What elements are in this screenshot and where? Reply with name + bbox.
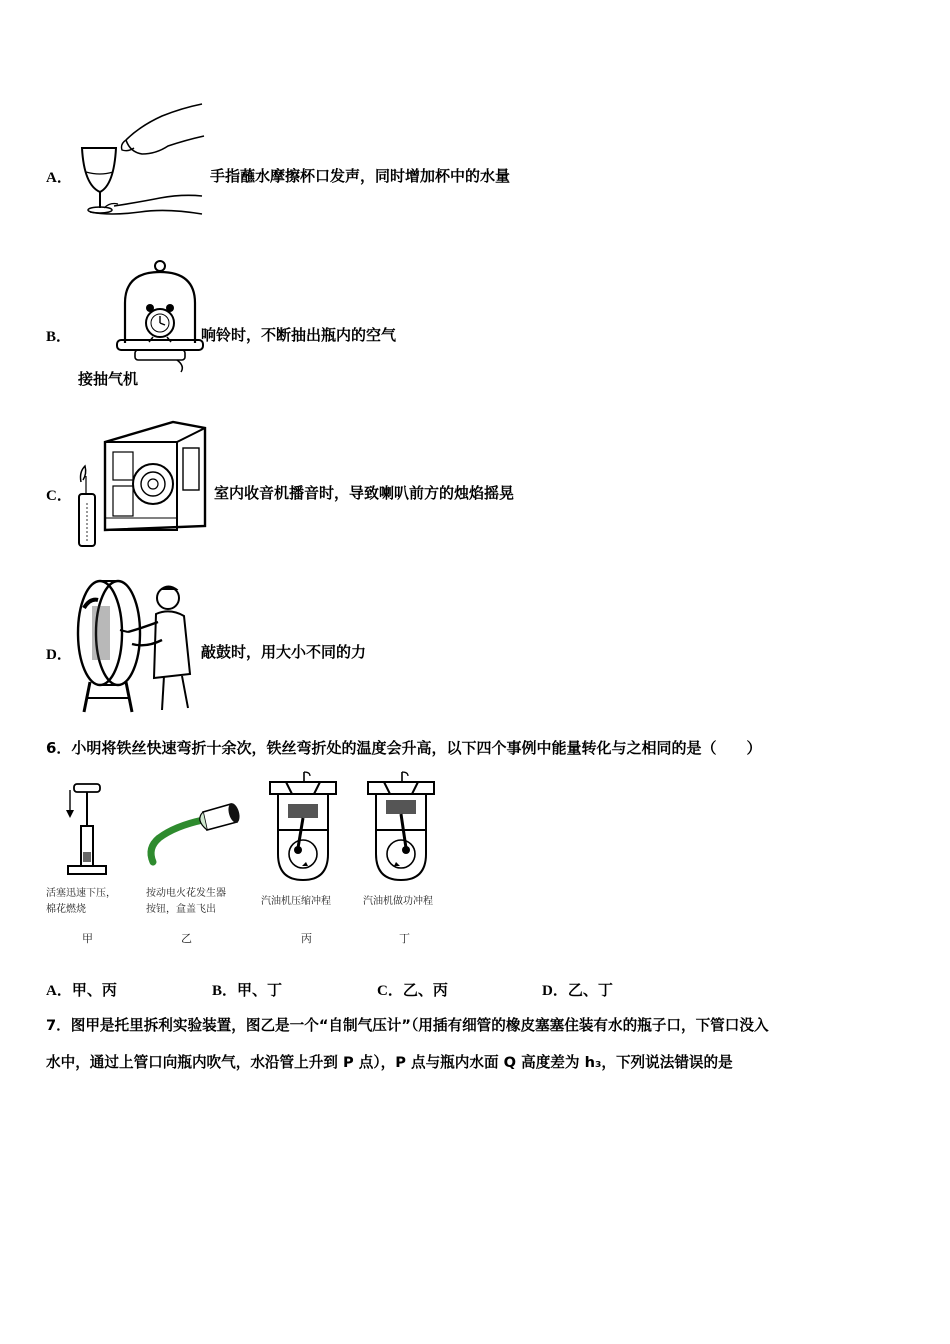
answer-c[interactable] bbox=[377, 979, 448, 1000]
figure-yi-label: 乙 bbox=[181, 932, 192, 945]
answer-b[interactable] bbox=[212, 979, 282, 1000]
option-c-text: 室内收音机播音时，导致喇叭前方的烛焰摇晃 bbox=[214, 484, 515, 502]
option-a-letter: A． bbox=[46, 170, 72, 186]
figure-jia-caption-2: 棉花燃烧 bbox=[46, 904, 86, 915]
figure-jia-label: 甲 bbox=[82, 932, 93, 945]
answer-a-letter: A． bbox=[46, 983, 72, 999]
figure-ding-caption: 汽油机做功冲程 bbox=[363, 896, 433, 907]
option-a-text: 手指蘸水摩擦杯口发声，同时增加杯中的水量 bbox=[210, 167, 511, 185]
option-b-letter: B． bbox=[46, 329, 72, 345]
figure-ding-label: 丁 bbox=[399, 932, 410, 945]
figure-ding-engine-power bbox=[366, 770, 436, 882]
figure-jia-piston bbox=[60, 782, 110, 882]
bell-jar-figure bbox=[115, 258, 205, 373]
answer-a[interactable] bbox=[46, 979, 117, 1000]
figure-bing-engine-compression bbox=[268, 770, 338, 882]
answer-a-text: 甲、丙 bbox=[71, 981, 117, 999]
answer-d-letter: D． bbox=[542, 983, 568, 999]
radio-candle-figure bbox=[75, 418, 210, 553]
figure-jia-caption-1: 活塞迅速下压， bbox=[46, 888, 116, 899]
answer-d[interactable] bbox=[542, 979, 613, 1000]
option-d-text: 敲鼓时，用大小不同的力 bbox=[201, 643, 367, 661]
answer-d-text: 乙、丁 bbox=[567, 981, 613, 999]
answer-c-letter: C． bbox=[377, 983, 403, 999]
answer-c-text: 乙、丙 bbox=[402, 981, 448, 999]
option-c-letter: C． bbox=[46, 488, 72, 504]
figure-yi-spark-generator bbox=[145, 800, 240, 870]
figure-yi-caption-2: 按钮，盒盖飞出 bbox=[146, 904, 216, 915]
question-7-line-2: 水中，通过上管口向瓶内吹气，水沿管上升到 P 点），P 点与瓶内水面 Q 高度差为 h₃，下列说法错误的是 bbox=[46, 1054, 733, 1071]
wineglass-hand-figure bbox=[70, 100, 210, 230]
question-7-line-1: 7．图甲是托里拆利实验装置，图乙是一个“自制气压计”（用插有细管的橡皮塞塞住装有水的瓶子口，下管口没入 bbox=[46, 1017, 769, 1034]
drum-figure bbox=[70, 578, 200, 713]
option-d-letter: D． bbox=[46, 647, 72, 663]
figure-bing-label: 丙 bbox=[301, 932, 312, 945]
answer-b-text: 甲、丁 bbox=[237, 981, 283, 999]
figure-yi-caption-1: 按动电火花发生器 bbox=[146, 888, 226, 899]
question-6-stem: 6．小明将铁丝快速弯折十余次，铁丝弯折处的温度会升高，以下四个事例中能量转化与之相同的是（ ） bbox=[46, 739, 762, 757]
option-b-text: 响铃时，不断抽出瓶内的空气 bbox=[201, 326, 397, 344]
answer-b-letter: B． bbox=[212, 983, 238, 999]
vacuum-pump-label: 接抽气机 bbox=[78, 370, 139, 388]
figure-bing-caption: 汽油机压缩冲程 bbox=[261, 896, 331, 907]
